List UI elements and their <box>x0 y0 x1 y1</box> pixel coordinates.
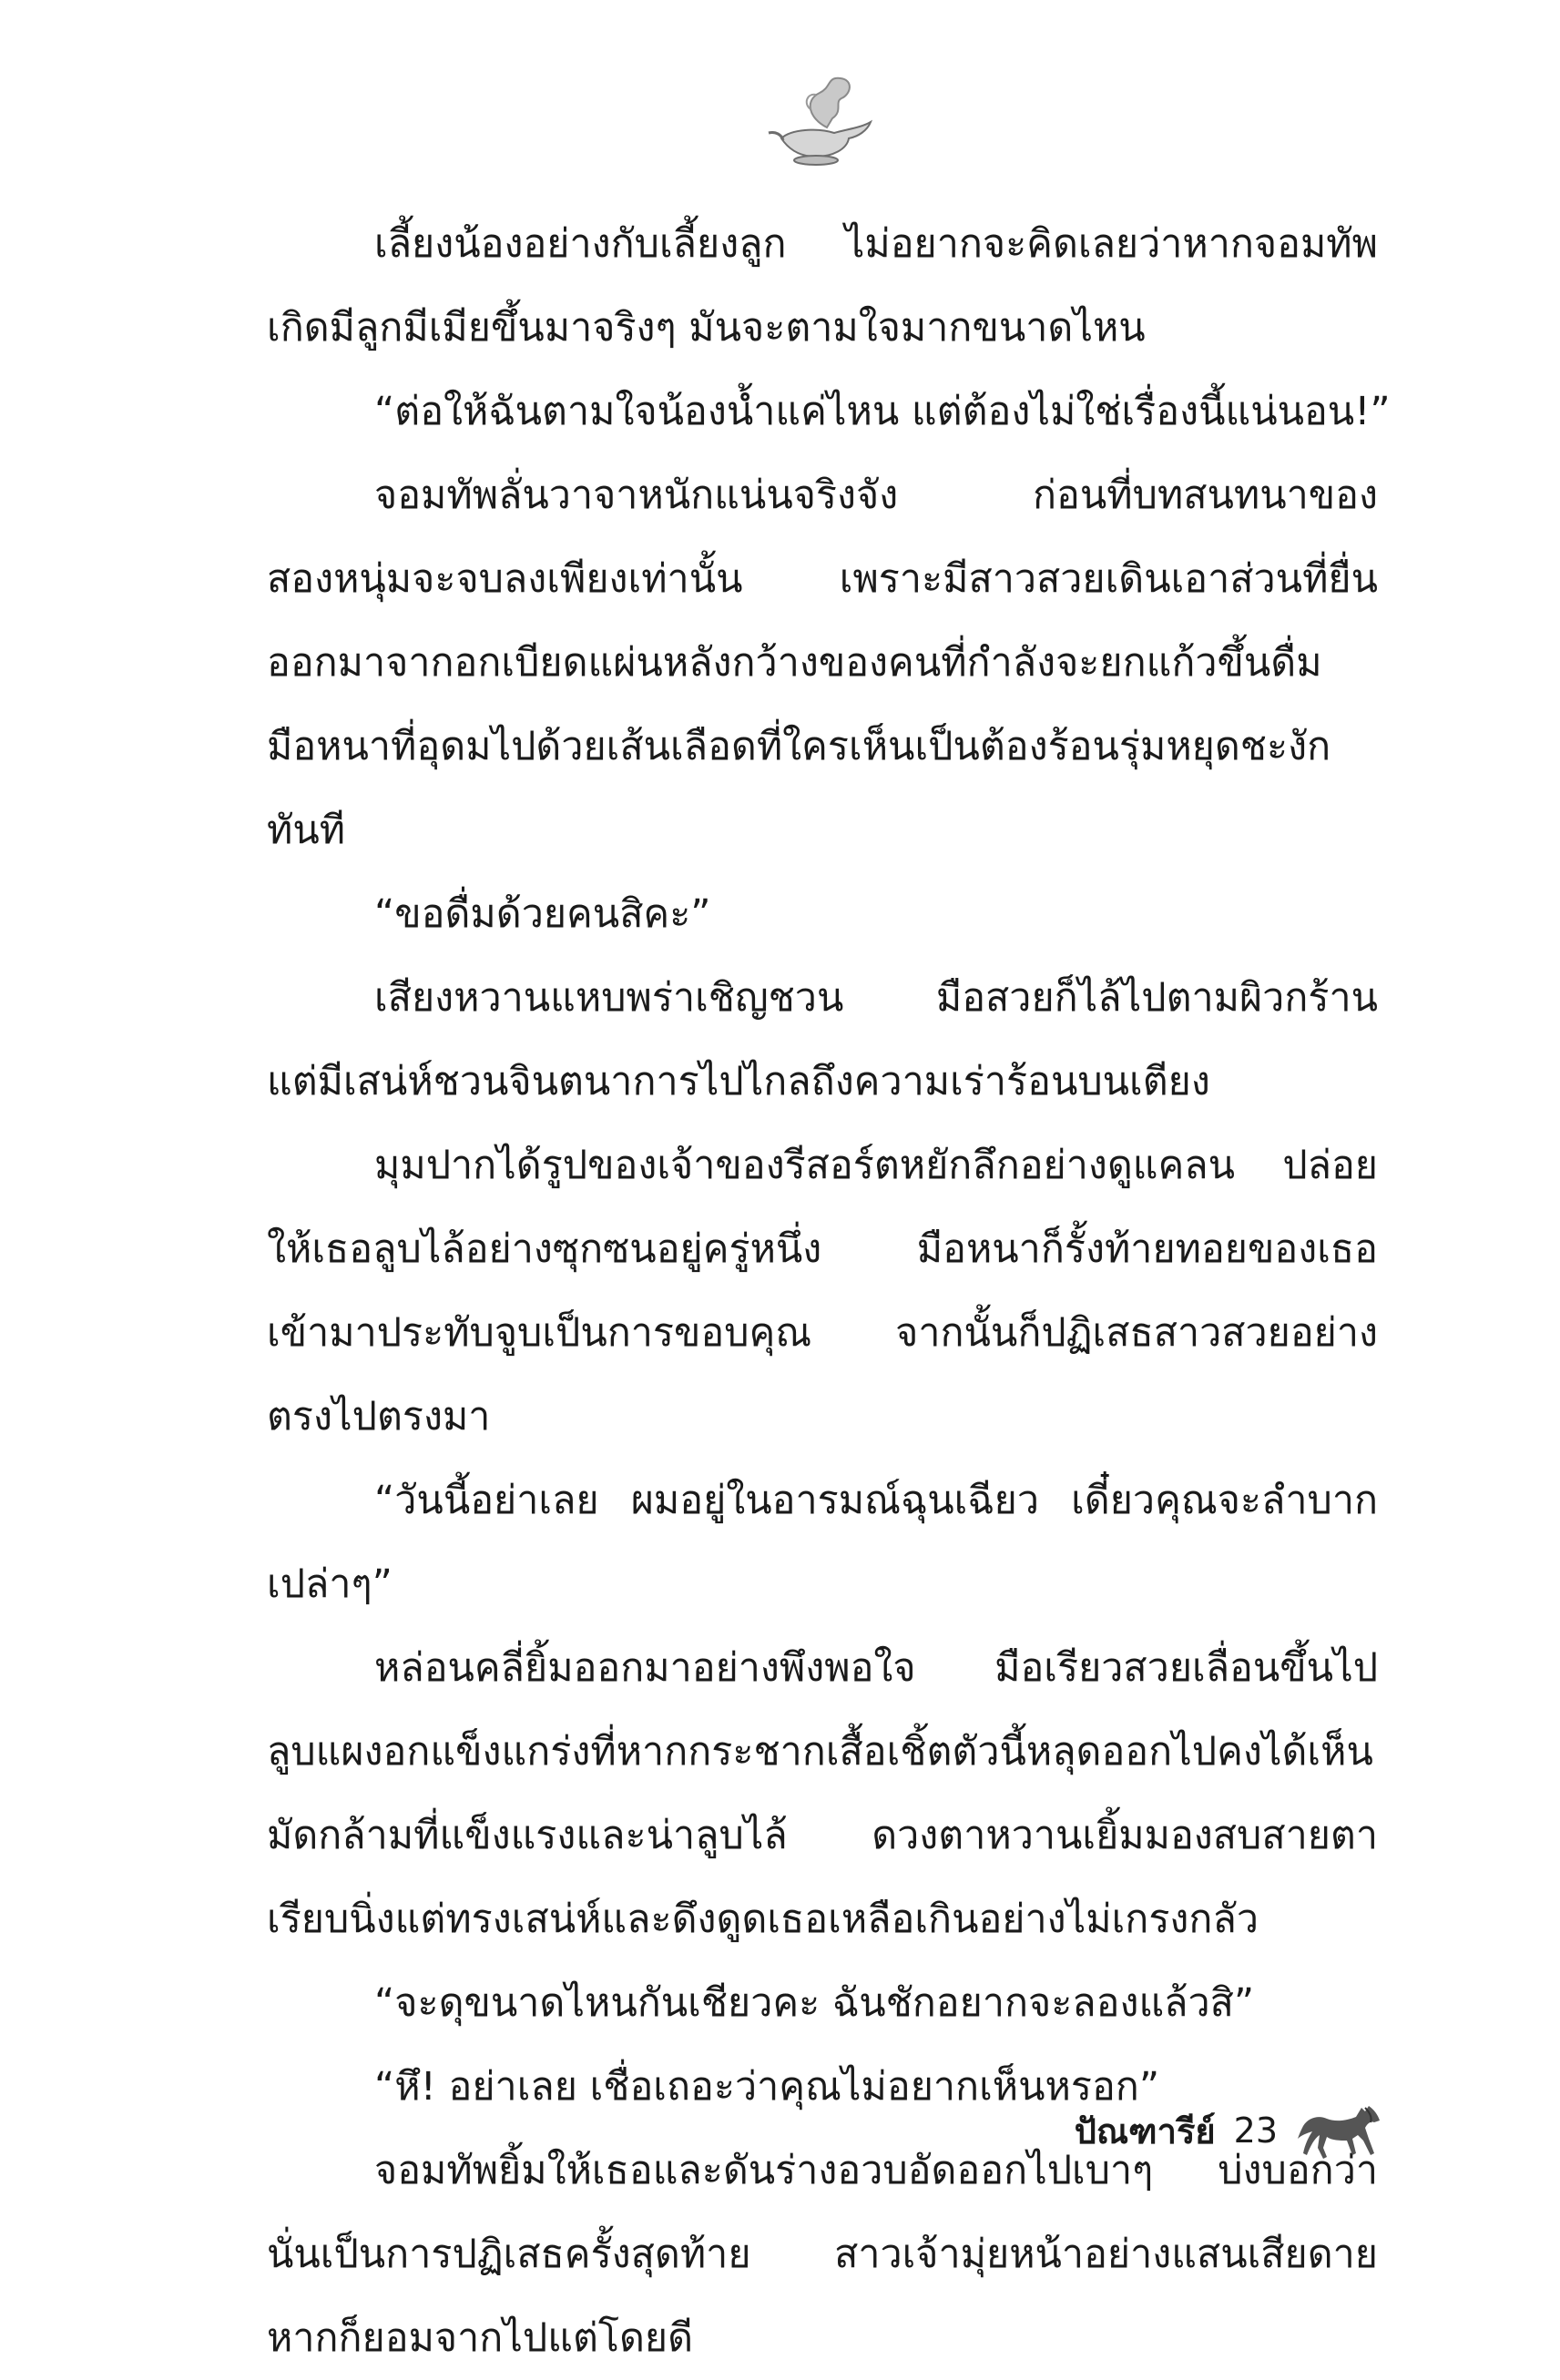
text-line: “ต่อให้ฉันตามใจน้องน้ำแค่ไหน แต่ต้องไม่ใช่เรื่องนี้แน่นอน!” <box>374 389 1391 434</box>
page-footer <box>1075 2094 1387 2167</box>
text-line: มัดกล้ามที่แข็งแรงและน่าลูบไล้ ดวงตาหวานเยิ้มมองสบสายตา <box>267 1813 1378 1858</box>
text-line: ออกมาจากอกเบียดแผ่นหลังกว้างของคนที่กำลังจะยกแก้วขึ้นดื่ม <box>267 640 1322 686</box>
text-line: นั่นเป็นการปฏิเสธครั้งสุดท้าย สาวเจ้ามุ่ยหน้าอย่างแสนเสียดาย <box>267 2232 1378 2277</box>
text-line: ให้เธอลูบไล้อย่างซุกซนอยู่ครู่หนึ่ง มือหนาก็รั้งท้ายทอยของเธอ <box>267 1226 1378 1272</box>
text-line: เลี้ยงน้องอย่างกับเลี้ยงลูก ไม่อยากจะคิดเลยว่าหากจอมทัพ <box>374 221 1378 267</box>
text-line: สองหนุ่มจะจบลงเพียงเท่านั้น เพราะมีสาวสวยเดินเอาส่วนที่ยื่น <box>267 556 1378 602</box>
text-line: ทันที <box>267 808 346 853</box>
horse-icon <box>1296 2099 1387 2162</box>
text-line: เปล่าๆ” <box>267 1561 393 1607</box>
lamp-with-smoke-icon <box>763 73 882 173</box>
text-line: เข้ามาประทับจูบเป็นการขอบคุณ จากนั้นก็ปฏิเสธสาวสวยอย่าง <box>267 1310 1378 1356</box>
text-line: จอมทัพลั่นวาจาหนักแน่นจริงจัง ก่อนที่บทสนทนาของ <box>374 473 1378 518</box>
text-line: หากก็ยอมจากไปแต่โดยดี <box>267 2315 694 2361</box>
text-line: ลูบแผงอกแข็งแกร่งที่หากกระชากเสื้อเชิ้ตตัวนี้หลุดออกไปคงได้เห็น <box>267 1729 1373 1775</box>
text-line: “จะดุขนาดไหนกันเชียวคะ ฉันชักอยากจะลองแล้วสิ” <box>374 1980 1255 2026</box>
text-line: จอมทัพยิ้มให้เธอและดันร่างอวบอัดออกไปเบาๆ บ่งบอกว่า <box>374 2148 1378 2193</box>
page-body-text <box>267 202 1391 2380</box>
text-line: “วันนี้อย่าเลย ผมอยู่ในอารมณ์ฉุนเฉียว เดี๋ยวคุณจะลำบาก <box>374 1478 1378 1523</box>
text-line: เรียบนิ่งแต่ทรงเสน่ห์และดึงดูดเธอเหลือเกินอย่างไม่เกรงกลัว <box>267 1897 1259 1942</box>
text-line: “หึ! อย่าเลย เชื่อเถอะว่าคุณไม่อยากเห็นหรอก” <box>374 2064 1160 2110</box>
text-line: เกิดมีลูกมีเมียขึ้นมาจริงๆ มันจะตามใจมากขนาดไหน <box>267 305 1146 351</box>
text-line: หล่อนคลี่ยิ้มออกมาอย่างพึงพอใจ มือเรียวสวยเลื่อนขึ้นไป <box>374 1645 1378 1691</box>
text-line: มุมปากได้รูปของเจ้าของรีสอร์ตหยักลึกอย่างดูแคลน ปล่อย <box>374 1143 1378 1188</box>
page-number: 23 <box>1233 2110 1278 2151</box>
text-line: ตรงไปตรงมา <box>267 1394 491 1439</box>
text-line: เสียงหวานแหบพร่าเชิญชวน มือสวยก็ไล้ไปตามผิวกร้าน <box>374 975 1378 1021</box>
text-line: “ขอดื่มด้วยคนสิคะ” <box>374 891 711 937</box>
text-line: แต่มีเสน่ห์ชวนจินตนาการไปไกลถึงความเร่าร้อนบนเตียง <box>267 1059 1210 1104</box>
book-title: ปัณฑารีย์ <box>1074 2110 1216 2151</box>
text-line: มือหนาที่อุดมไปด้วยเส้นเลือดที่ใครเห็นเป็นต้องร้อนรุ่มหยุดชะงัก <box>267 724 1331 769</box>
